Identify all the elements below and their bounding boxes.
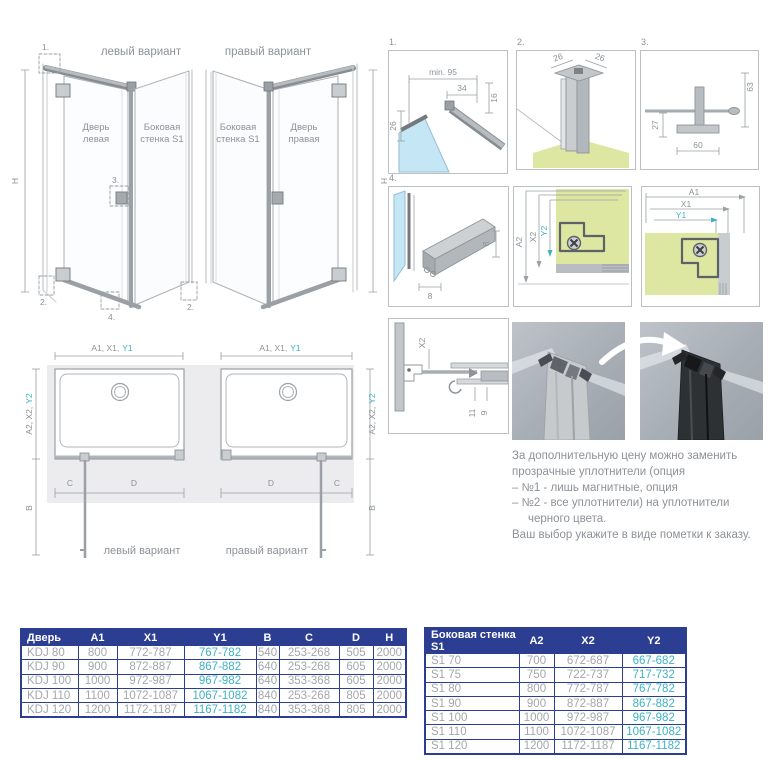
table-cell: 540 — [257, 646, 278, 659]
table-cell: 1172-1187 — [117, 703, 184, 718]
table-cell: 1200 — [78, 703, 117, 718]
dim-16: 16 — [489, 93, 499, 103]
table-cell: 967-982 — [622, 711, 686, 725]
table-cell: S1 110 — [425, 725, 519, 739]
drain-circle — [280, 384, 297, 401]
table-cell: KDJ 120 — [21, 703, 78, 718]
table-cell: 353-368 — [279, 703, 339, 718]
dim-y2: Y2 — [539, 225, 549, 237]
plan-side-dim-right: A2, X2,Y2 — [367, 393, 377, 435]
detail-2-number: 2. — [517, 37, 525, 47]
table-row — [425, 682, 686, 696]
sidewall-label-2: стенка S1 — [140, 134, 184, 145]
header-row — [425, 628, 686, 654]
plan-side-dim-left: A2, X2,Y2 — [24, 393, 34, 435]
screw-icon — [694, 244, 707, 257]
table-cell: 1000 — [519, 711, 554, 725]
dim-26-right: 26 — [593, 51, 607, 64]
table-row — [425, 739, 686, 754]
table-cell: S1 80 — [425, 682, 519, 696]
table-cell: 253-268 — [279, 646, 339, 660]
note-line: За дополнительную цену можно заменить — [512, 450, 738, 462]
table-cell: S1 70 — [425, 654, 519, 668]
table-cell: KDJ 100 — [21, 674, 78, 688]
table-cell: 972-987 — [117, 674, 184, 688]
column-header: X2 — [554, 628, 622, 654]
dim-26-left: 26 — [551, 51, 565, 64]
table-cell: 867-882 — [622, 696, 686, 710]
callout-4-label: 4. — [108, 312, 116, 322]
drain-circle — [112, 384, 129, 401]
table-cell: 972-987 — [554, 711, 622, 725]
note-line: прозрачные уплотнители (опция — [512, 465, 686, 478]
dim-9: 9 — [479, 410, 489, 416]
detail-1-top-profile — [388, 37, 508, 174]
table-cell: 967-982 — [184, 674, 256, 688]
table-cell: 1067-1082 — [622, 725, 686, 739]
column-header: X1 — [117, 629, 184, 646]
dim-8-bottom: 8 — [427, 291, 433, 301]
table-cell: 772-787 — [117, 646, 184, 660]
dim-60: 60 — [693, 140, 703, 150]
overview-drawing — [0, 30, 390, 335]
handle-icon — [116, 192, 127, 204]
plan-d-right: D — [267, 478, 275, 488]
plan-b-dim-right: B — [367, 505, 377, 511]
callout-3-label: 3. — [112, 175, 120, 185]
table-cell: 2000 — [373, 646, 406, 660]
table-row — [21, 688, 406, 702]
detail-2-drawing — [517, 51, 635, 169]
table-cell: 805 — [339, 703, 373, 718]
table-cell: 867-882 — [184, 660, 256, 674]
sidewall-label-2: стенка S1 — [216, 134, 260, 145]
dim-x2: X2 — [528, 231, 538, 243]
handle-icon — [272, 192, 283, 204]
detail-1-drawing — [389, 51, 507, 173]
callout-2-label: 2. — [40, 297, 48, 307]
table-cell: 1072-1087 — [554, 725, 622, 739]
table-row — [425, 725, 686, 739]
table-cell: 1200 — [519, 739, 554, 754]
table-cell: 253-268 — [279, 688, 339, 702]
corner-diagram-a1 — [641, 186, 760, 307]
table-cell: 767-782 — [184, 646, 256, 660]
table-cell: S1 90 — [425, 696, 519, 710]
callout-2b-label: 2. — [187, 302, 195, 312]
table-cell: 800 — [519, 682, 554, 696]
table-row — [21, 660, 406, 674]
table-cell: S1 100 — [425, 711, 519, 725]
dim-26: 26 — [389, 121, 398, 131]
detail-1-number: 1. — [389, 37, 397, 47]
table-cell: 1172-1187 — [554, 739, 622, 754]
table-cell: 640 — [257, 660, 278, 673]
table-cell: 900 — [519, 696, 554, 710]
detail-3-drawing — [641, 51, 758, 169]
column-header: Боковая стенка S1 — [425, 628, 519, 654]
table-cell: 800 — [78, 646, 117, 660]
table-cell: 1167-1182 — [622, 739, 686, 754]
table-cell: 840 — [257, 703, 278, 716]
table-cell: 1100 — [519, 725, 554, 739]
plan-right-caption: правый вариант — [225, 545, 309, 557]
table-cell: 722-737 — [554, 668, 622, 682]
table-row — [425, 654, 686, 668]
detail-4-number: 4. — [389, 173, 397, 183]
table-cell: 772-787 — [554, 682, 622, 696]
table-cell: 717-732 — [622, 668, 686, 682]
dim-27: 27 — [650, 120, 660, 130]
column-header: C — [279, 629, 339, 646]
corner-a2-drawing — [514, 187, 631, 306]
dim-8-side: 8 — [481, 241, 491, 247]
table-cell: KDJ 80 — [21, 646, 78, 660]
table-cell: 805 — [339, 688, 373, 702]
column-header: H — [373, 629, 406, 646]
door-right-label-1: Дверь — [290, 122, 318, 133]
door-left-label-2: левая — [82, 134, 110, 145]
sidewall-label-1: Боковая — [143, 122, 181, 133]
table-cell: S1 120 — [425, 739, 519, 754]
table-cell: 872-887 — [117, 660, 184, 674]
detail-3-wall-bracket — [640, 37, 759, 170]
callout-1-label: 1. — [42, 42, 50, 52]
seal-replacement-note — [512, 449, 776, 544]
table-cell: 672-687 — [554, 654, 622, 668]
h-dim-label: H — [379, 177, 389, 185]
table-cell: 353-368 — [279, 674, 339, 688]
column-header: Y2 — [622, 628, 686, 654]
column-header: A2 — [519, 628, 554, 654]
door-size-table — [20, 628, 407, 718]
plan-view-drawing — [0, 338, 390, 573]
note-line: черного цвета. — [528, 513, 607, 526]
table-cell: 605 — [339, 674, 373, 688]
table-cell: 640 — [257, 675, 278, 688]
column-header: Дверь — [21, 629, 78, 646]
swap-arrow-icon — [596, 326, 688, 370]
table-cell: 1100 — [78, 688, 117, 702]
table-cell: 505 — [339, 646, 373, 660]
table-row — [425, 711, 686, 725]
corner-diagram-a2 — [513, 186, 632, 307]
sidewall-label-1: Боковая — [219, 122, 257, 133]
dim-a1: A1 — [688, 187, 700, 197]
note-line: – №1 - лишь магнитные, опция — [512, 481, 678, 494]
table-cell: 667-682 — [622, 654, 686, 668]
dim-34: 34 — [457, 83, 467, 93]
dim-y1: Y1 — [675, 210, 687, 220]
door-right-label-2: правая — [288, 134, 320, 145]
table-cell: KDJ 90 — [21, 660, 78, 674]
detail-3-number: 3. — [641, 37, 649, 47]
table-cell: 1167-1182 — [184, 703, 256, 718]
table-cell: KDJ 110 — [21, 688, 78, 702]
dim-63: 63 — [745, 82, 755, 92]
left-variant-drawing — [10, 42, 197, 322]
plan-left-caption: левый вариант — [103, 545, 181, 557]
h-dim-label: H — [10, 177, 20, 185]
table-cell: 1067-1082 — [184, 688, 256, 702]
x2-section-drawing — [389, 319, 508, 433]
column-header: Y1 — [184, 629, 256, 646]
table-cell: 700 — [519, 654, 554, 668]
left-variant-title: левый вариант — [100, 46, 182, 58]
plan-top-dim-right: A1, X1, Y1 — [259, 343, 301, 353]
dim-x1: X1 — [680, 199, 692, 209]
plan-d-left: D — [130, 478, 138, 488]
plan-b-dim-left: B — [24, 505, 34, 511]
header-row — [21, 629, 406, 646]
screw-icon — [568, 237, 581, 250]
detail-4-drawing — [389, 187, 508, 306]
right-variant-title: правый вариант — [224, 46, 312, 58]
table-cell: 840 — [257, 689, 278, 702]
table-cell: 900 — [78, 660, 117, 674]
table-cell: 605 — [339, 660, 373, 674]
table-row — [425, 696, 686, 710]
detail-2-corner-profile — [516, 37, 636, 170]
door-left-label-1: Дверь — [82, 122, 110, 133]
detail-4-sill-profile — [388, 173, 509, 307]
column-header: A1 — [78, 629, 117, 646]
table-cell: 253-268 — [279, 660, 339, 674]
plan-c-left: C — [66, 478, 74, 488]
plan-top-dim-left: A1, X1, Y1 — [91, 343, 133, 353]
table-cell: 2000 — [373, 660, 406, 674]
table-cell: 767-782 — [622, 682, 686, 696]
dim-x2-label: X2 — [417, 337, 427, 349]
table-cell: 1072-1087 — [117, 688, 184, 702]
table-cell: S1 75 — [425, 668, 519, 682]
column-header: B — [256, 629, 279, 646]
note-line: – №2 - все уплотнители) на уплотнители — [512, 497, 730, 510]
table-cell: 2000 — [373, 674, 406, 688]
note-line: Ваш выбор укажите в виде пометки к заказу. — [512, 528, 751, 541]
table-row — [21, 674, 406, 688]
table-cell: 872-887 — [554, 696, 622, 710]
table-cell: 2000 — [373, 703, 406, 718]
table-row — [21, 646, 406, 660]
table-cell: 1000 — [78, 674, 117, 688]
sidewall-size-table — [424, 627, 687, 755]
table-row — [425, 668, 686, 682]
plan-c-right: C — [333, 478, 341, 488]
right-variant-drawing — [206, 64, 389, 307]
dim-11: 11 — [467, 408, 477, 418]
dim-a2: A2 — [514, 236, 524, 248]
table-cell: 750 — [519, 668, 554, 682]
column-header: D — [339, 629, 373, 646]
corner-a1-drawing — [642, 187, 759, 306]
table-cell: 2000 — [373, 688, 406, 702]
dim-min95: min. 95 — [429, 67, 457, 77]
table-row — [21, 703, 406, 718]
x2-section-detail — [388, 318, 509, 434]
